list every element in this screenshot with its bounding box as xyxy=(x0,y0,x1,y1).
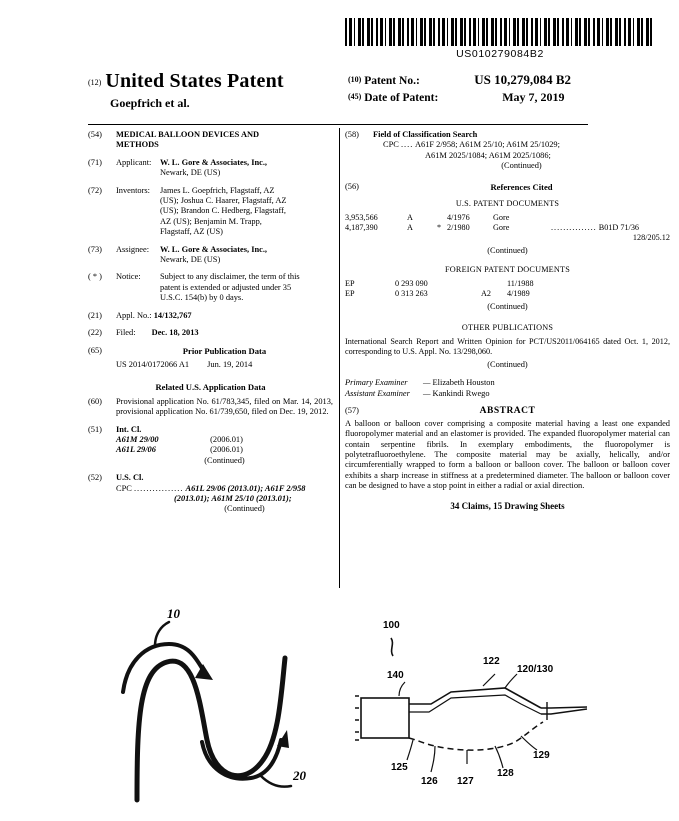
notice-line: patent is extended or adjusted under 35 xyxy=(160,282,292,292)
inid-58: (58) xyxy=(345,130,359,139)
invention-title-line-2: METHODS xyxy=(116,140,159,150)
field-prior-publication xyxy=(88,346,333,371)
assistant-examiner-label: Assistant Examiner xyxy=(345,389,410,399)
inid-54: (54) xyxy=(88,130,102,139)
foreign-number: 0 313 263 xyxy=(395,289,428,299)
prior-publication-row xyxy=(116,360,333,370)
barcode-block xyxy=(345,18,655,60)
us-cl-continued: (Continued) xyxy=(224,504,265,514)
foreign-date: 4/1989 xyxy=(507,289,530,299)
patent-header-left xyxy=(88,70,338,111)
field-related-application-data xyxy=(88,382,333,417)
ref-dots: ............... xyxy=(551,223,597,233)
column-divider-rule xyxy=(339,128,340,588)
inid-star: ( * ) xyxy=(88,272,102,282)
inid-12: (12) xyxy=(88,78,102,87)
us-patent-documents-heading: U.S. PATENT DOCUMENTS xyxy=(455,199,560,209)
primary-inventor-line: Goepfrich et al. xyxy=(110,96,190,110)
int-cl-continued: (Continued) xyxy=(204,455,245,465)
inid-60: (60) xyxy=(88,396,102,406)
field-int-cl xyxy=(88,425,333,467)
inid-51: (51) xyxy=(88,424,102,434)
abstract-heading: ABSTRACT xyxy=(479,405,536,416)
header-divider-rule xyxy=(88,124,588,125)
prior-publication-heading: Prior Publication Data xyxy=(182,345,267,356)
ref-number: 4,187,390 xyxy=(345,223,378,233)
figure-serpentine-fibril xyxy=(95,600,345,815)
patent-date-row xyxy=(348,89,668,106)
ref-kind: A xyxy=(407,213,413,223)
classification-line-1: A61F 2/958; A61M 25/10; A61M 25/1029; xyxy=(414,140,560,150)
ref-star: * xyxy=(437,223,442,233)
invention-title-line-1: MEDICAL BALLOON DEVICES AND xyxy=(116,130,260,139)
int-cl-version: (2006.01) xyxy=(210,445,243,455)
table-row xyxy=(345,289,670,299)
related-application-heading: Related U.S. Application Data xyxy=(155,382,266,393)
page-title: United States Patent xyxy=(105,70,284,92)
prior-publication-number: US 2014/0172066 A1 xyxy=(116,359,190,369)
inventor-line: James L. Goepfrich, Flagstaff, AZ xyxy=(160,185,275,195)
foreign-country-code: EP xyxy=(345,279,355,289)
figure-label-127: 127 xyxy=(457,776,474,787)
foreign-kind: A2 xyxy=(481,289,492,299)
inid-10: (10) xyxy=(348,75,362,84)
primary-examiner-row xyxy=(345,378,670,389)
patent-date-label: Date of Patent: xyxy=(364,92,439,104)
us-cl-code-line-2: (2013.01); A61M 25/10 (2013.01); xyxy=(174,493,292,503)
field-references-cited xyxy=(345,182,670,192)
inid-45: (45) xyxy=(348,92,362,101)
field-appl-no xyxy=(88,311,333,321)
inid-57: (57) xyxy=(345,405,359,415)
patent-header-right xyxy=(348,72,668,106)
foreign-documents-continued: (Continued) xyxy=(487,302,528,312)
foreign-date: 11/1988 xyxy=(507,279,534,289)
related-application-text: Provisional application No. 61/783,345, filed on Mar. 14, 2013, provisional application No. 61/739,650, filed on Dec. 19, 2012. xyxy=(116,396,333,417)
figure-balloon-catheter xyxy=(355,612,670,817)
inid-65: (65) xyxy=(88,345,102,355)
primary-examiner-name: Elizabeth Houston xyxy=(432,378,495,388)
assistant-examiner-row xyxy=(345,389,670,400)
inid-21: (21) xyxy=(88,310,102,320)
figure-label-126: 126 xyxy=(421,776,438,787)
table-row xyxy=(345,233,670,243)
foreign-patent-documents-block xyxy=(345,265,670,313)
field-classification-search xyxy=(345,130,670,172)
patent-no-label: Patent No.: xyxy=(364,75,420,87)
field-applicant xyxy=(88,158,333,179)
patent-date-value: May 7, 2019 xyxy=(502,90,565,104)
other-publications-heading: OTHER PUBLICATIONS xyxy=(461,322,554,332)
classification-line-2: A61M 2025/1084; A61M 2025/1086; xyxy=(425,150,551,160)
ref-date: 4/1976 xyxy=(447,213,470,223)
assignee-address: Newark, DE (US) xyxy=(160,255,221,265)
abstract-block xyxy=(345,406,670,491)
inid-71: (71) xyxy=(88,157,102,167)
assistant-examiner-dash: — xyxy=(423,389,431,399)
applicant-address: Newark, DE (US) xyxy=(160,168,221,178)
notice-line: Subject to any disclaimer, the term of this xyxy=(160,272,300,282)
appl-no-value: 14/132,767 xyxy=(153,310,192,320)
classification-cpc-label: CPC xyxy=(383,140,399,150)
inventors-label: Inventors: xyxy=(116,185,150,195)
table-row xyxy=(345,279,670,289)
int-cl-code: A61L 29/06 xyxy=(116,445,156,455)
int-cl-label: Int. Cl. xyxy=(116,424,142,434)
figure-label-100: 100 xyxy=(383,620,400,631)
assignee-name: W. L. Gore & Associates, Inc., xyxy=(160,244,268,254)
ref-star xyxy=(437,213,447,223)
filed-value: Dec. 18, 2013 xyxy=(151,328,199,338)
patent-number-row xyxy=(348,72,668,89)
assistant-examiner-name: Kankindi Rwego xyxy=(432,389,490,399)
ref-assignee: Gore xyxy=(493,223,510,233)
figure-label-140: 140 xyxy=(387,670,404,681)
field-inventors xyxy=(88,186,333,238)
notice-line: U.S.C. 154(b) by 0 days. xyxy=(160,293,244,303)
other-publication-entry: International Search Report and Written Opinion for PCT/US2011/064165 dated Oct. 1, 2012, corresponding to U.S. Appl. No. 13/298,060. xyxy=(345,337,670,357)
inid-72: (72) xyxy=(88,185,102,195)
us-cl-cpc-label: CPC xyxy=(116,483,132,493)
abstract-text: A balloon or balloon cover comprising a composite material having a least one expanded fluoropolymer material and an elastomer is provided. The expanded fluoropolymer material can contain serpentine fibrils. In exemplary embodiments, the fluoropolymer is polytetrafluoroethylene. The composite material may be axially, helically, and/or circumferentially wrapped to form a balloon or balloon cover. The balloon or balloon cover exhibits a sharp increase in stiffness at a predetermined diameter. The balloon or balloon cover can be designed to have a stop point in either a radial or axial direction. xyxy=(345,419,670,490)
foreign-patent-documents-heading: FOREIGN PATENT DOCUMENTS xyxy=(445,264,570,274)
patent-header xyxy=(0,70,679,122)
ref-number: 3,953,566 xyxy=(345,213,378,223)
inventor-line: AZ (US); Benjamin M. Trapp, xyxy=(160,216,262,226)
assignee-label: Assignee: xyxy=(116,244,150,254)
notice-label: Notice: xyxy=(116,272,141,282)
int-cl-row xyxy=(116,435,333,445)
figure-label-128: 128 xyxy=(497,768,514,779)
figure-label-120-130: 120/130 xyxy=(517,664,554,675)
figure-label-10: 10 xyxy=(167,606,180,621)
field-notice xyxy=(88,272,333,303)
barcode-image xyxy=(345,18,655,46)
ref-kind: A xyxy=(407,223,413,233)
us-documents-continued: (Continued) xyxy=(487,246,528,256)
classification-continued: (Continued) xyxy=(501,161,542,171)
table-row xyxy=(345,213,670,223)
inventor-line: (US); Joshua C. Haarer, Flagstaff, AZ xyxy=(160,196,287,206)
prior-publication-date: Jun. 19, 2014 xyxy=(207,359,253,369)
ref-assignee: Gore xyxy=(493,213,510,223)
int-cl-version: (2006.01) xyxy=(210,434,243,444)
inid-22: (22) xyxy=(88,328,102,338)
figure-label-20: 20 xyxy=(293,768,306,783)
foreign-country-code: EP xyxy=(345,289,355,299)
patent-title-line xyxy=(88,70,338,93)
classification-dots: .... xyxy=(400,140,414,150)
barcode-number: US010279084B2 xyxy=(456,48,544,60)
us-cl-cpc-row xyxy=(116,484,333,494)
field-assignee xyxy=(88,245,333,266)
bibliographic-left-column xyxy=(88,130,333,522)
figure-label-122: 122 xyxy=(483,656,500,667)
primary-examiner-dash: — xyxy=(423,378,431,388)
applicant-label: Applicant: xyxy=(116,157,152,167)
us-patent-documents-block xyxy=(345,199,670,257)
table-row xyxy=(345,223,670,233)
figure-label-125: 125 xyxy=(391,762,408,773)
field-title xyxy=(88,130,333,151)
us-cl-label: U.S. Cl. xyxy=(116,473,144,483)
foreign-number: 0 293 090 xyxy=(395,279,428,289)
appl-no-label: Appl. No.: xyxy=(116,310,152,320)
foreign-patent-documents-table xyxy=(345,279,670,299)
inventor-line: (US); Brandon C. Hedberg, Flagstaff, xyxy=(160,206,286,216)
ref-class xyxy=(551,213,670,223)
serpentine-fibril-svg xyxy=(95,600,345,815)
ref-class-secondary: 128/205.12 xyxy=(632,233,670,243)
us-patent-documents-table xyxy=(345,213,670,243)
field-us-cl xyxy=(88,473,333,515)
other-publications-block xyxy=(345,323,670,371)
balloon-catheter-svg xyxy=(355,612,670,817)
bibliographic-right-column xyxy=(345,130,670,512)
classification-search-heading: Field of Classification Search xyxy=(373,130,478,139)
ref-date: 2/1980 xyxy=(447,223,470,233)
us-cl-dots: ................ xyxy=(133,483,184,493)
other-publications-continued: (Continued) xyxy=(487,360,528,370)
foreign-kind xyxy=(481,279,507,289)
field-filed xyxy=(88,328,333,338)
inid-56: (56) xyxy=(345,181,359,191)
filed-label: Filed: xyxy=(116,328,136,338)
applicant-name: W. L. Gore & Associates, Inc., xyxy=(160,157,268,167)
inid-52: (52) xyxy=(88,473,102,483)
claims-and-sheets-line: 34 Claims, 15 Drawing Sheets xyxy=(450,501,565,512)
inid-73: (73) xyxy=(88,244,102,254)
int-cl-code: A61M 29/00 xyxy=(116,434,159,444)
patent-no-value: US 10,279,084 B2 xyxy=(474,72,571,87)
inventor-line: Flagstaff, AZ (US) xyxy=(160,227,223,237)
figure-label-129: 129 xyxy=(533,750,550,761)
primary-examiner-label: Primary Examiner xyxy=(345,378,408,388)
ref-class: B01D 71/36 xyxy=(598,223,640,233)
references-cited-heading: References Cited xyxy=(490,181,553,192)
classification-search-row xyxy=(383,140,670,150)
examiners-block xyxy=(345,378,670,399)
us-cl-code-line-1: A61L 29/06 (2013.01); A61F 2/958 xyxy=(185,483,306,493)
int-cl-row xyxy=(116,445,333,455)
